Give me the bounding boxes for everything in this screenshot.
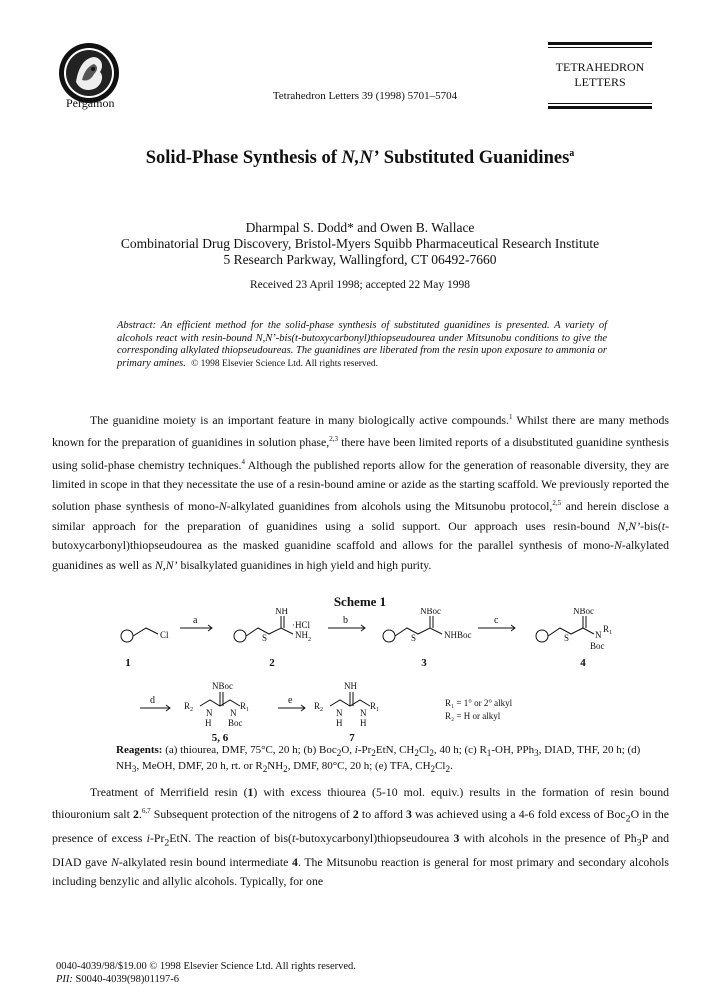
header-rule bbox=[548, 103, 652, 104]
atom-label: R bbox=[314, 701, 321, 711]
step-label: c bbox=[494, 615, 499, 626]
compound-number: 2 bbox=[269, 657, 275, 669]
substituent-definition: R₂ = H or alkyl bbox=[445, 711, 501, 721]
atom-label: NH bbox=[344, 681, 357, 691]
resin-bead bbox=[234, 630, 246, 642]
atom-subscript: 2 bbox=[308, 637, 311, 643]
atom-label: H bbox=[360, 718, 367, 728]
affiliation: Combinatorial Drug Discovery, Bristol-Myers Squibb Pharmaceutical Research Institute bbox=[120, 236, 600, 251]
resin-bead bbox=[383, 630, 395, 642]
scheme-title: Scheme 1 bbox=[333, 594, 387, 609]
atom-label: S bbox=[411, 633, 417, 643]
resin-bead bbox=[536, 630, 548, 642]
atom-label: NBoc bbox=[212, 681, 233, 691]
journal-citation: Tetrahedron Letters 39 (1998) 5701–5704 bbox=[272, 90, 458, 102]
title-text: Substituted Guanidines bbox=[379, 148, 570, 169]
atom-subscript: 1 bbox=[609, 630, 613, 636]
authors: Dharmpal S. Dodd* and Owen B. Wallace bbox=[245, 220, 475, 235]
atom-label: ·HCl bbox=[292, 620, 310, 630]
header-rule bbox=[548, 42, 652, 45]
atom-label: R bbox=[184, 701, 191, 711]
atom-subscript: 1 bbox=[376, 707, 380, 713]
atom-label: R bbox=[603, 624, 610, 634]
atom-label: S bbox=[564, 633, 570, 643]
body-section-results bbox=[52, 783, 669, 892]
atom-label bbox=[240, 701, 249, 713]
atom-label: H bbox=[336, 718, 343, 728]
atom-label: N bbox=[360, 708, 367, 718]
reagents-text: (a) thiourea, DMF, 75°C, 20 h; (b) Boc$_2$O, $i-Pr_2EtN$, $CH_2Cl_2$, 40 h; (c) $R_1-OH$, PPh$_3$, DIAD, THF, 20 h; (d) $NH_3$, MeOH, DMF, 20 h, rt. or $R_2NH_2$, DMF, 80°C, 20 h; (e) TFA, $CH_2Cl_2$. bbox=[116, 744, 641, 775]
atom-label: NH bbox=[275, 608, 288, 616]
pii-value: S0040-4039(98)01197-6 bbox=[72, 973, 179, 985]
atom-label: Boc bbox=[228, 718, 243, 728]
atom-label: N bbox=[206, 708, 213, 718]
compound-number: 5, 6 bbox=[211, 732, 229, 744]
address: 5 Research Parkway, Wallingford, CT 06492-7660 bbox=[223, 252, 497, 267]
title-text: Solid-Phase Synthesis of bbox=[145, 148, 342, 169]
atom-label bbox=[603, 624, 612, 636]
atom-label: S bbox=[262, 633, 268, 643]
body-paragraph: The guanidine moiety is an important feature in many biologically active compounds.$^1$ Whilst there are many methods known for the preparation of guanidines in solution phase,$^{2,3}$ there have been limited reports of a disubstituted guanidine synthesis using solid-phase chemistry techniques.$^4$ Although the published reports allow for the generation of reasonable diversity, they are limited in scope in that they necessitate the use of a resin-bound amine or azide as the starting scaffold. We previously reported the solution phase synthesis of mono-N-alkylated guanidines from alcohols using the Mitsunobu protocol,$^{2,5}$ and herein disclose a similar approach for the preparation of guanidines using a solid support. Our approach uses resin-bound N,N’-bis(t-butoxycarbonyl)thiopseudourea as the masked guanidine scaffold and allows for the parallel synthesis of mono-N-alkylated guanidines as well as N,N’ bisalkylated guanidines in high yield and high purity. bbox=[52, 412, 670, 572]
pii-line bbox=[56, 974, 356, 987]
compound-number: 4 bbox=[580, 657, 586, 669]
compound-number: 7 bbox=[349, 732, 355, 744]
atom-label: R bbox=[240, 701, 247, 711]
step-label: d bbox=[150, 695, 155, 706]
atom-label: Boc bbox=[590, 641, 605, 651]
step-label: e bbox=[288, 695, 293, 706]
publisher-name: Pergamon bbox=[66, 96, 115, 110]
journal-name bbox=[548, 60, 652, 90]
atom-label: N bbox=[230, 708, 237, 718]
reaction-scheme bbox=[0, 608, 720, 744]
publisher-logo bbox=[58, 42, 120, 104]
atom-label: R bbox=[370, 701, 377, 711]
atom-label: N bbox=[595, 630, 602, 640]
reagents-label: Reagents: bbox=[116, 744, 163, 756]
compound-number: 1 bbox=[125, 657, 131, 669]
compound-number: 3 bbox=[421, 657, 427, 669]
body-paragraph: Treatment of Merrifield resin (1) with excess thiourea (5-10 mol. equiv.) results in the formation of resin bound thiouronium salt 2.$^{6,7}$ Subsequent protection of the nitrogens of 2 to afford 3 was achieved using a 4-6 fold excess of Boc$_2$O in the presence of excess $i-Pr_2EtN$. The reaction of bis(t-butoxycarbonyl)thiopseudourea 3 with alcohols in the presence of $Ph_3P$ and DIAD gave N-alkylated resin bound intermediate 4. The Mitsunobu reaction is general for most primary and secondary alcohols including benzylic and allylic alcohols. Typically, for one bbox=[52, 785, 669, 889]
author-block bbox=[0, 220, 720, 268]
atom-label bbox=[314, 701, 323, 713]
atom-label: NHBoc bbox=[444, 630, 472, 640]
step-label: a bbox=[193, 615, 198, 626]
header-rule bbox=[548, 106, 652, 109]
atom-label: Cl bbox=[160, 630, 169, 640]
reagents-caption bbox=[116, 744, 646, 776]
atom-label bbox=[295, 630, 311, 643]
atom-label bbox=[184, 701, 193, 713]
abstract-copyright: © 1998 Elsevier Science Ltd. All rights reserved. bbox=[191, 358, 378, 369]
journal-name-line: LETTERS bbox=[574, 75, 626, 89]
pii-label: PII: bbox=[56, 973, 73, 985]
step-label: b bbox=[343, 615, 348, 626]
atom-label: H bbox=[205, 718, 212, 728]
substituent-definition: R₁ = 1° or 2° alkyl bbox=[445, 698, 513, 708]
header-rule bbox=[548, 47, 652, 48]
atom-label: N bbox=[336, 708, 343, 718]
article-title bbox=[0, 148, 720, 169]
resin-bead bbox=[121, 630, 133, 642]
atom-label bbox=[370, 701, 379, 713]
abstract-text: Abstract: An efficient method for the solid-phase synthesis of substituted guanidines is presented. A variety of alcohols react with resin-bound N,N’-bis(t-butoxycarbonyl)thiopseudourea under Mitsunobu conditions to give the corresponding alkylated thiopseudoureas. The guanidines are liberated from the resin upon exposure to ammonia or primary amines. bbox=[117, 320, 607, 369]
received-dates: Received 23 April 1998; accepted 22 May 1998 bbox=[249, 279, 471, 291]
atom-subscript: 2 bbox=[190, 707, 194, 713]
title-italic: N,N’ bbox=[341, 148, 380, 169]
abstract bbox=[117, 320, 607, 370]
atom-label: NBoc bbox=[420, 608, 441, 616]
atom-subscript: 1 bbox=[246, 707, 250, 713]
footer bbox=[56, 961, 356, 987]
atom-label: NBoc bbox=[573, 608, 594, 616]
body-section-intro bbox=[52, 408, 669, 575]
atom-label: NH bbox=[295, 630, 308, 640]
copyright-line: 0040-4039/98/$19.00 © 1998 Elsevier Science Ltd. All rights reserved. bbox=[56, 961, 356, 972]
title-footnote-mark: a bbox=[569, 148, 575, 159]
atom-subscript: 2 bbox=[320, 707, 324, 713]
journal-name-line: TETRAHEDRON bbox=[555, 60, 645, 74]
